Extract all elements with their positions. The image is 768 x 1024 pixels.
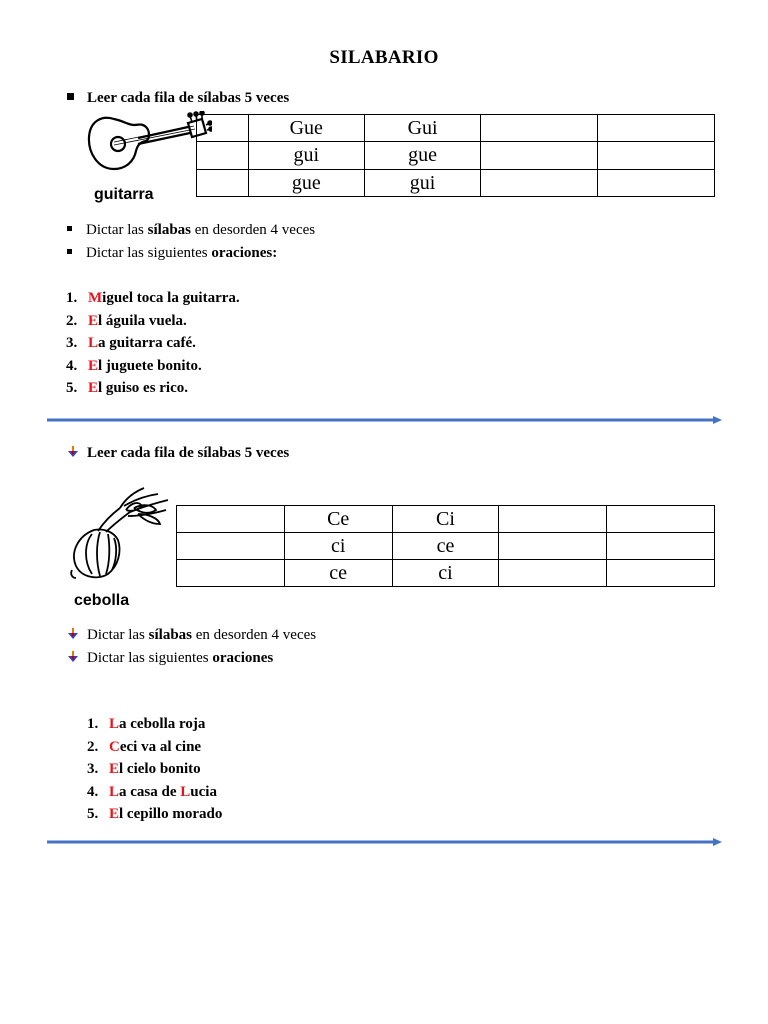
section-divider-arrow — [45, 413, 723, 427]
sentence-text: ucia — [190, 783, 217, 800]
sentence-text: a guitarra café. — [98, 335, 196, 351]
square-bullet-icon — [67, 93, 74, 100]
square-bullet-icon — [67, 226, 72, 231]
instruction-text: Leer cada fila de sílabas 5 veces — [87, 445, 290, 461]
table-cell — [481, 169, 598, 196]
table-cell: ce — [284, 560, 392, 587]
list-item — [87, 758, 222, 781]
table-cell — [607, 506, 715, 533]
sentence-text: l cepillo morado — [119, 806, 223, 822]
initial-letter: L — [109, 783, 120, 800]
guitar-caption: guitarra — [94, 186, 154, 203]
table-cell — [598, 142, 715, 169]
table-row — [197, 115, 715, 142]
item-number: 5. — [66, 380, 78, 396]
text-bold: oraciones — [212, 650, 274, 666]
onion-icon — [68, 486, 176, 582]
initial-letter: E — [109, 761, 120, 777]
item-number: 3. — [87, 761, 99, 777]
text-bold: oraciones: — [211, 245, 278, 261]
table-cell — [481, 142, 598, 169]
item-number: 2. — [66, 312, 78, 329]
table-cell — [598, 115, 715, 142]
page-title: SILABARIO — [329, 47, 439, 68]
table-cell — [197, 142, 249, 169]
table-cell: Ci — [392, 506, 499, 533]
list-item — [66, 287, 240, 310]
instruction-dictate-sentences-2 — [67, 649, 273, 667]
instruction-read-syllables-2 — [67, 444, 289, 462]
guitar-icon — [84, 111, 212, 183]
text: Dictar las siguientes — [87, 650, 213, 666]
sentence-text: l juguete bonito. — [98, 357, 202, 374]
table-row — [177, 560, 715, 587]
sentence-text: eci va al cine — [119, 738, 202, 755]
table-cell — [177, 533, 285, 560]
table-cell — [197, 115, 249, 142]
initial-letter: C — [109, 738, 120, 755]
table-row — [197, 169, 715, 196]
table-cell: gue — [248, 169, 364, 196]
table-cell: Ce — [284, 506, 392, 533]
sentence-text: a casa de — [119, 783, 181, 800]
syllable-table-ce-ci — [176, 505, 715, 587]
initial-letter: L — [88, 335, 99, 351]
list-item — [87, 713, 222, 736]
initial-letter: E — [109, 806, 120, 822]
text: Dictar las siguientes — [86, 245, 212, 261]
item-number: 2. — [87, 738, 99, 755]
arrow-bullet-icon — [67, 628, 79, 640]
instruction-dictate-syllables-2 — [67, 626, 316, 644]
table-cell — [607, 560, 715, 587]
arrow-bullet-icon — [67, 651, 79, 663]
list-item — [66, 355, 240, 378]
instruction-read-syllables-1 — [67, 89, 289, 107]
list-item — [87, 803, 222, 826]
sentence-text: l águila vuela. — [98, 312, 187, 329]
table-cell — [481, 115, 598, 142]
table-cell: ci — [284, 533, 392, 560]
list-item — [66, 310, 240, 333]
initial-letter: E — [88, 357, 99, 374]
square-bullet-icon — [67, 249, 72, 254]
list-item — [66, 377, 240, 400]
initial-letter: L — [109, 716, 120, 732]
item-number: 1. — [87, 716, 99, 732]
table-cell — [598, 169, 715, 196]
table-cell: Gue — [248, 115, 364, 142]
table-cell: ce — [392, 533, 499, 560]
table-cell — [177, 560, 285, 587]
table-cell — [197, 169, 249, 196]
list-item — [87, 736, 222, 759]
table-row — [177, 506, 715, 533]
item-number: 5. — [87, 806, 99, 822]
sentence-text: l cielo bonito — [119, 761, 201, 777]
text: Dictar las — [87, 627, 149, 643]
table-row — [177, 533, 715, 560]
instruction-dictate-sentences-1 — [67, 244, 277, 262]
list-item — [87, 781, 222, 804]
instruction-text: Leer cada fila de sílabas 5 veces — [87, 90, 290, 106]
initial-letter: M — [88, 290, 103, 306]
sentence-text: iguel toca la guitarra. — [102, 290, 240, 306]
table-cell — [607, 533, 715, 560]
item-number: 3. — [66, 335, 78, 351]
text-bold: sílabas — [147, 222, 191, 238]
text: en desorden 4 veces — [191, 222, 316, 238]
table-cell: ci — [392, 560, 499, 587]
table-cell — [499, 560, 607, 587]
sentence-text: l guiso es rico. — [98, 380, 189, 396]
table-row — [197, 142, 715, 169]
item-number: 4. — [66, 357, 78, 374]
table-cell: gui — [364, 169, 481, 196]
table-cell: gue — [364, 142, 481, 169]
text: Dictar las — [86, 222, 148, 238]
sentence-list-2 — [87, 713, 222, 826]
text-bold: sílabas — [148, 627, 192, 643]
initial-letter: E — [88, 312, 99, 329]
table-cell — [499, 533, 607, 560]
initial-letter: E — [88, 380, 99, 396]
arrow-bullet-icon — [67, 446, 79, 458]
initial-letter: L — [180, 783, 191, 800]
table-cell: gui — [248, 142, 364, 169]
text: en desorden 4 veces — [192, 627, 317, 643]
item-number: 4. — [87, 783, 99, 800]
item-number: 1. — [66, 290, 78, 306]
list-item — [66, 332, 240, 355]
onion-caption: cebolla — [74, 592, 130, 609]
table-cell — [177, 506, 285, 533]
table-cell: Gui — [364, 115, 481, 142]
instruction-dictate-syllables-1 — [67, 221, 315, 239]
sentence-text: a cebolla roja — [119, 716, 206, 732]
sentence-list-1 — [66, 287, 240, 400]
syllable-table-gue-gui — [196, 114, 715, 197]
table-cell — [499, 506, 607, 533]
section-divider-arrow — [45, 835, 723, 849]
